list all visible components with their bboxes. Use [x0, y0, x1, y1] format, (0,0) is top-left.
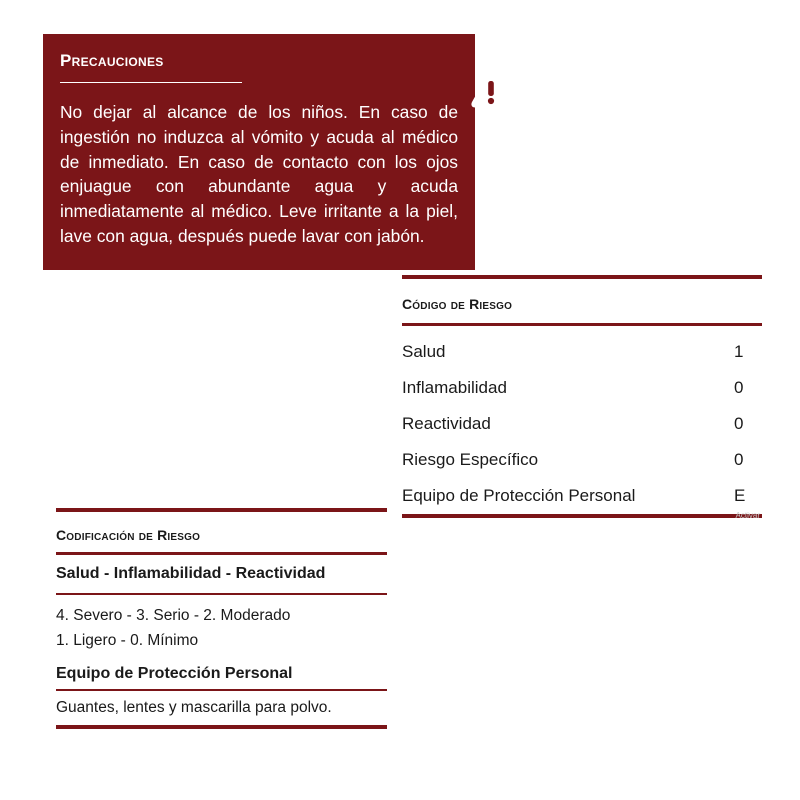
codigo-riesgo-title: Código de Riesgo [402, 296, 513, 312]
row-label: Inflamabilidad [402, 378, 507, 397]
codificacion-title: Codificación de Riesgo [56, 527, 201, 543]
table-row [402, 406, 762, 442]
precauciones-text: No dejar al alcance de los niños. En caso de ingestión no induzca al vómito y acuda al médico de inmediato. En caso de contacto con los ojos enjuague con abundante agua y acuda inmediatamente al médico. Leve irritante a la piel, lave con agua, después puede lavar con jabón. [60, 102, 458, 246]
table-row [402, 478, 762, 514]
activation-watermark: Activar [735, 511, 760, 520]
row-label: Salud [402, 342, 446, 361]
equipo-text: Guantes, lentes y mascarilla para polvo. [56, 699, 332, 716]
table-row [402, 442, 762, 478]
scale-line: 1. Ligero - 0. Mínimo [56, 632, 199, 649]
table-row [402, 370, 762, 406]
table-row [402, 334, 762, 370]
codigo-riesgo-rows [402, 326, 762, 514]
precauciones-title: Precauciones [60, 51, 164, 70]
row-label: Equipo de Protección Personal [402, 486, 636, 505]
row-label: Reactividad [402, 414, 491, 433]
row-value: 0 [734, 414, 744, 433]
risk-scale [56, 595, 387, 659]
codigo-riesgo-table [402, 275, 762, 518]
divider [56, 725, 387, 729]
precauciones-panel [43, 34, 475, 270]
warning-triangle-icon [470, 71, 512, 109]
scale-line: 4. Severo - 3. Serio - 2. Moderado [56, 607, 291, 624]
codificacion-subtitle: Salud - Inflamabilidad - Reactividad [56, 565, 326, 582]
row-value: 0 [734, 378, 744, 397]
row-label: Riesgo Específico [402, 450, 539, 469]
row-value: 0 [734, 450, 744, 469]
precauciones-title-underline [60, 82, 242, 83]
row-value: E [734, 486, 746, 505]
row-value: 1 [734, 342, 744, 361]
equipo-title: Equipo de Protección Personal [56, 665, 293, 682]
codificacion-riesgo-panel [56, 508, 387, 729]
divider [402, 514, 762, 518]
